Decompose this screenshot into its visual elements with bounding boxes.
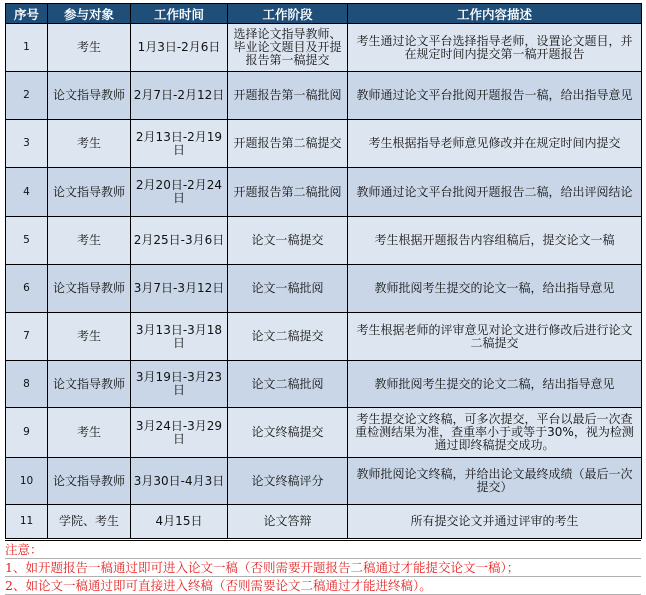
cell-description: 教师批阅论文终稿，并给出论文最终成绩（最后一次提交） [348, 458, 642, 505]
cell-participant: 论文指导教师 [48, 458, 131, 505]
table-row [6, 120, 642, 168]
cell-time: 2月13日-2月19日 [131, 120, 228, 168]
cell-participant: 考生 [48, 120, 131, 168]
cell-stage: 论文终稿评分 [228, 458, 348, 505]
cell-stage: 开题报告第二稿提交 [228, 120, 348, 168]
cell-description: 考生根据指导老师意见修改并在规定时间内提交 [348, 120, 642, 168]
table-row [6, 313, 642, 361]
cell-time: 3月24日-3月29日 [131, 408, 228, 458]
table-row [6, 361, 642, 408]
cell-stage: 论文终稿提交 [228, 408, 348, 458]
cell-participant: 论文指导教师 [48, 361, 131, 408]
table-row [6, 72, 642, 120]
cell-index: 6 [6, 265, 48, 313]
cell-stage: 开题报告第一稿批阅 [228, 72, 348, 120]
table-row [6, 217, 642, 265]
header-participant: 参与对象 [48, 4, 131, 24]
cell-time: 3月19日-3月23日 [131, 361, 228, 408]
table-row [6, 168, 642, 217]
cell-description: 教师批阅考生提交的论文一稿，给出指导意见 [348, 265, 642, 313]
table-row [6, 458, 642, 505]
table-row [6, 24, 642, 72]
cell-stage: 开题报告第二稿批阅 [228, 168, 348, 217]
cell-participant: 考生 [48, 408, 131, 458]
cell-index: 1 [6, 24, 48, 72]
header-time: 工作时间 [131, 4, 228, 24]
table-header-row [6, 4, 642, 24]
cell-time: 3月7日-3月12日 [131, 265, 228, 313]
cell-index: 9 [6, 408, 48, 458]
cell-index: 4 [6, 168, 48, 217]
cell-index: 8 [6, 361, 48, 408]
cell-index: 11 [6, 505, 48, 539]
cell-participant: 论文指导教师 [48, 72, 131, 120]
cell-time: 2月20日-2月24日 [131, 168, 228, 217]
cell-index: 10 [6, 458, 48, 505]
header-stage: 工作阶段 [228, 4, 348, 24]
table-row [6, 505, 642, 539]
cell-time: 3月13日-3月18日 [131, 313, 228, 361]
cell-description: 考生根据老师的评审意见对论文进行修改后进行论文二稿提交 [348, 313, 642, 361]
cell-stage: 论文一稿批阅 [228, 265, 348, 313]
cell-time: 2月25日-3月6日 [131, 217, 228, 265]
header-index: 序号 [6, 4, 48, 24]
cell-index: 7 [6, 313, 48, 361]
header-description: 工作内容描述 [348, 4, 642, 24]
cell-time: 3月30日-4月3日 [131, 458, 228, 505]
cell-description: 考生通过论文平台选择指导老师，设置论文题目，并在规定时间内提交第一稿开题报告 [348, 24, 642, 72]
cell-index: 5 [6, 217, 48, 265]
cell-description: 教师通过论文平台批阅开题报告一稿，给出指导意见 [348, 72, 642, 120]
cell-stage: 论文二稿提交 [228, 313, 348, 361]
cell-description: 教师通过论文平台批阅开题报告二稿，给出评阅结论 [348, 168, 642, 217]
cell-participant: 论文指导教师 [48, 265, 131, 313]
cell-description: 考生根据开题报告内容组稿后，提交论文一稿 [348, 217, 642, 265]
cell-participant: 论文指导教师 [48, 168, 131, 217]
cell-stage: 论文一稿提交 [228, 217, 348, 265]
cell-stage: 选择论文指导教师、毕业论文题目及开提报告第一稿提交 [228, 24, 348, 72]
cell-participant: 学院、考生 [48, 505, 131, 539]
note-item-1: 1、如开题报告一稿通过即可进入论文一稿（否则需要开题报告二稿通过才能提交论文一稿）； [5, 559, 641, 577]
notes-section [5, 540, 641, 595]
cell-stage: 论文答辩 [228, 505, 348, 539]
cell-description: 所有提交论文并通过评审的考生 [348, 505, 642, 539]
cell-participant: 考生 [48, 217, 131, 265]
table-row [6, 408, 642, 458]
schedule-table [5, 3, 642, 539]
cell-index: 2 [6, 72, 48, 120]
cell-time: 1月3日-2月6日 [131, 24, 228, 72]
cell-index: 3 [6, 120, 48, 168]
note-item-2: 2、如论文一稿通过即可直接进入终稿（否则需要论文二稿通过才能进终稿）。 [5, 577, 641, 595]
schedule-sheet [5, 3, 641, 595]
cell-description: 教师批阅考生提交的论文二稿，结出指导意见 [348, 361, 642, 408]
cell-stage: 论文二稿批阅 [228, 361, 348, 408]
note-heading: 注意： [5, 541, 641, 559]
cell-time: 2月7日-2月12日 [131, 72, 228, 120]
cell-participant: 考生 [48, 24, 131, 72]
cell-participant: 考生 [48, 313, 131, 361]
cell-time: 4月15日 [131, 505, 228, 539]
table-row [6, 265, 642, 313]
cell-description: 考生提交论文终稿，可多次提交，平台以最后一次查重检测结果为准，查重率小于或等于30%，视为检测通过即终稿提交成功。 [348, 408, 642, 458]
